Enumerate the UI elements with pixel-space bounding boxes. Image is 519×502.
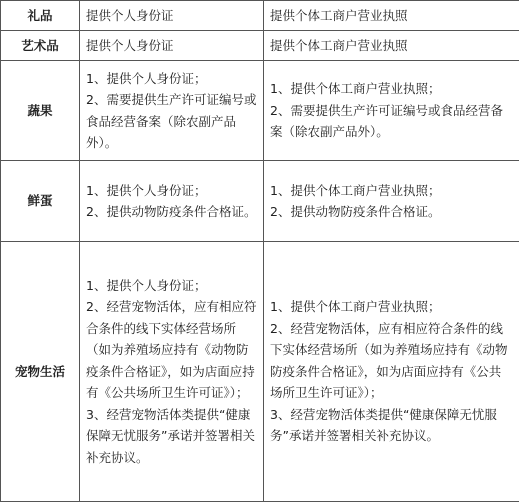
requirement-line: 3、经营宠物活体类提供“健康保障无忧服务”承诺并签署相关补充协议。 (86, 404, 257, 469)
requirement-line: 1、提供个体工商户营业执照； (270, 180, 513, 202)
requirement-line: 1、提供个人身份证； (86, 275, 257, 297)
table-row (1, 242, 519, 502)
individual-requirements (80, 161, 264, 242)
business-requirements (264, 61, 519, 161)
business-requirements (264, 242, 519, 502)
category-cell: 蔬果 (1, 61, 80, 161)
requirement-line: 提供个人身份证 (86, 35, 257, 57)
requirement-line: 提供个体工商户营业执照 (270, 5, 513, 27)
category-cell: 艺术品 (1, 31, 80, 61)
requirement-line: 2、需要提供生产许可证编号或食品经营备案（除农副产品外）。 (86, 89, 257, 154)
requirement-line: 1、提供个人身份证； (86, 68, 257, 90)
requirement-line: 提供个体工商户营业执照 (270, 35, 513, 57)
requirement-line: 3、经营宠物活体类提供“健康保障无忧服务”承诺并签署相关补充协议。 (270, 404, 513, 447)
requirement-line: 提供个人身份证 (86, 5, 257, 27)
requirement-line: 1、提供个人身份证； (86, 180, 257, 202)
requirement-line: 2、需要提供生产许可证编号或食品经营备案（除农副产品外）。 (270, 100, 513, 143)
table-row (1, 31, 519, 61)
individual-requirements (80, 1, 264, 31)
requirement-line: 1、提供个体工商户营业执照； (270, 296, 513, 318)
category-cell: 礼品 (1, 1, 80, 31)
business-requirements (264, 161, 519, 242)
requirement-line: 2、提供动物防疫条件合格证。 (270, 201, 513, 223)
requirement-line: 2、经营宠物活体，应有相应符合条件的线下实体经营场所（如为养殖场应持有《动物防疫条件合格证》，如为店面应持有《公共场所卫生许可证》）； (270, 318, 513, 404)
requirement-line: 1、提供个体工商户营业执照； (270, 78, 513, 100)
business-requirements (264, 1, 519, 31)
requirement-line: 2、提供动物防疫条件合格证。 (86, 201, 257, 223)
business-requirements (264, 31, 519, 61)
individual-requirements (80, 61, 264, 161)
category-cell: 宠物生活 (1, 242, 80, 502)
table-row (1, 161, 519, 242)
table-row (1, 1, 519, 31)
category-cell: 鲜蛋 (1, 161, 80, 242)
individual-requirements (80, 242, 264, 502)
individual-requirements (80, 31, 264, 61)
requirement-line: 2、经营宠物活体，应有相应符合条件的线下实体经营场所（如为养殖场应持有《动物防疫条件合格证》，如为店面应持有《公共场所卫生许可证》）； (86, 296, 257, 404)
table-row (1, 61, 519, 161)
